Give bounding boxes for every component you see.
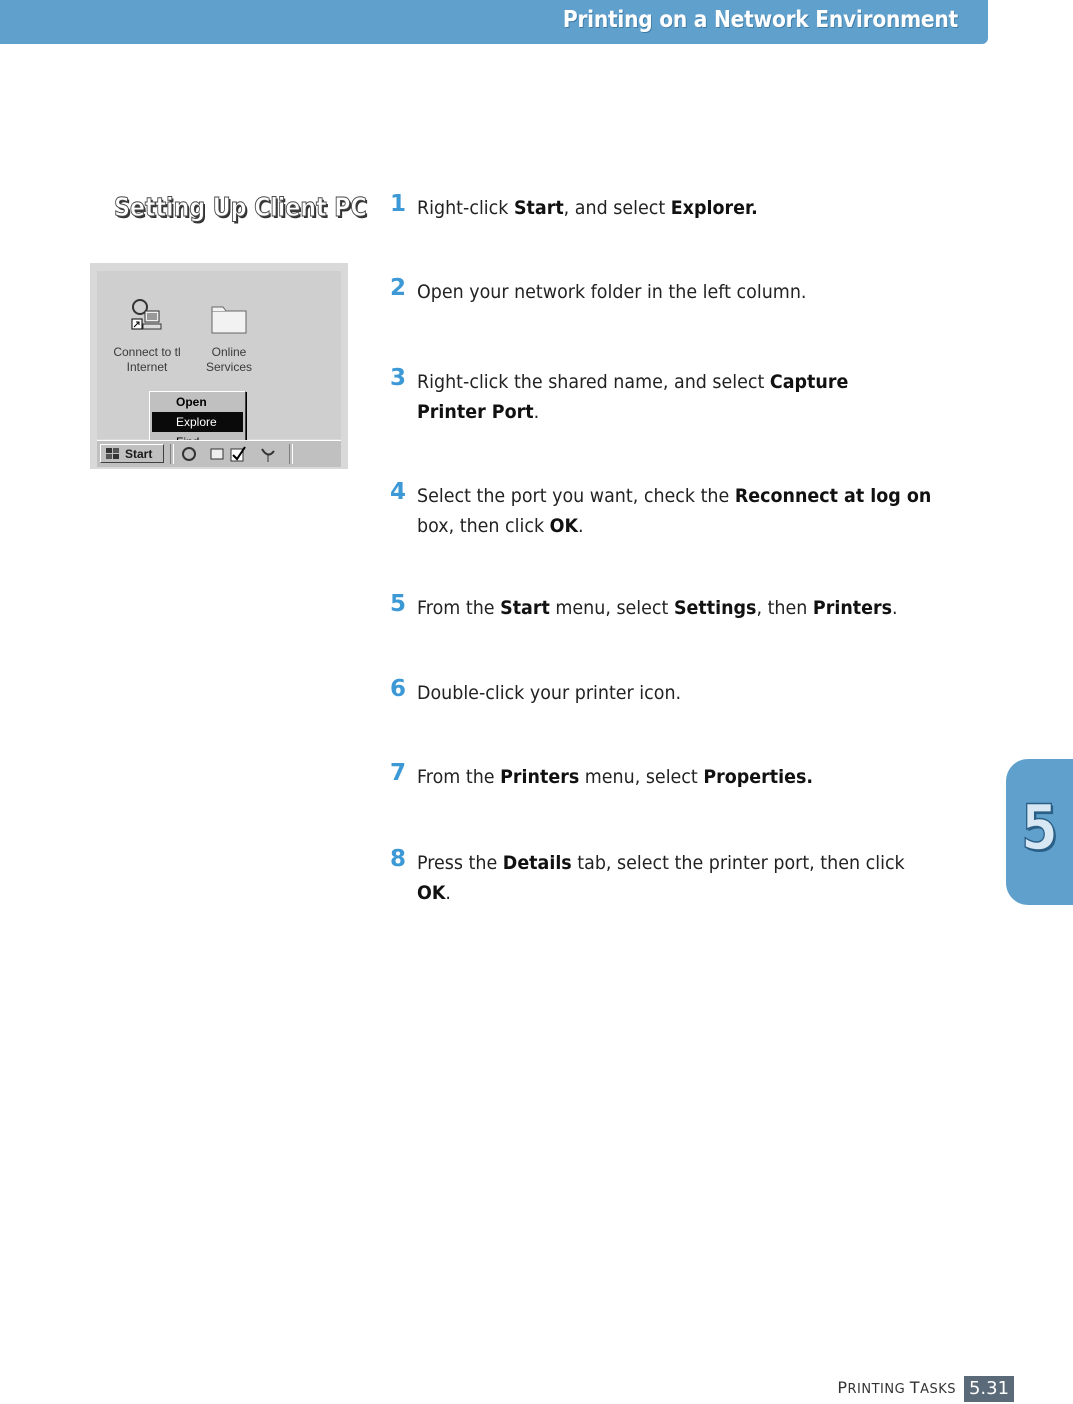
taskbar — [97, 440, 341, 467]
step-text: From the Start menu, select Settings, then Printers. — [417, 597, 898, 619]
menu-item-open[interactable]: Open — [176, 395, 207, 409]
step-text: Press the Details tab, select the printer port, then click OK. — [417, 852, 905, 904]
step-number: 4 — [389, 479, 406, 505]
connect-internet-label-1: Connect to tl — [113, 345, 181, 359]
desktop-icon[interactable] — [209, 446, 225, 462]
menu-item-explore[interactable]: Explore — [152, 412, 243, 432]
step-text: Select the port you want, check the Reconnect at log on box, then click OK. — [417, 485, 932, 537]
step-number: 2 — [389, 275, 406, 301]
header-title: Printing on a Network Environment — [562, 7, 958, 33]
header-bar — [0, 0, 988, 44]
step-text: From the Printers menu, select Properties. — [417, 766, 814, 788]
footer-label-t: T — [909, 1378, 921, 1397]
connect-internet-label-2: Internet — [126, 360, 168, 374]
step-number: 8 — [389, 846, 406, 872]
step-text: Open your network folder in the left column. — [417, 281, 807, 303]
footer-label-rinting: RINTING — [847, 1382, 910, 1397]
page-number: 5.31 — [964, 1376, 1014, 1402]
online-services-icon — [184, 297, 274, 375]
windows-logo-icon — [105, 447, 121, 461]
online-services-label-1: Online — [211, 345, 247, 359]
step-text: Double-click your printer icon. — [417, 682, 682, 704]
footer-section-label — [837, 1378, 956, 1397]
step-number: 5 — [389, 591, 406, 617]
check-icon[interactable] — [229, 445, 247, 463]
step-text: Right-click Start, and select Explorer. — [417, 197, 758, 219]
desktop-area — [97, 271, 341, 439]
satellite-icon[interactable] — [259, 445, 277, 463]
step-number: 6 — [389, 676, 406, 702]
step-number: 3 — [389, 365, 406, 391]
browser-icon[interactable] — [181, 446, 197, 462]
connect-internet-icon — [102, 297, 192, 375]
taskbar-separator-2 — [289, 444, 293, 464]
online-services-label-2: Services — [205, 360, 252, 374]
chapter-number: 5 — [1021, 791, 1058, 864]
footer-label-asks: ASKS — [920, 1382, 956, 1397]
step-number: 7 — [389, 760, 406, 786]
folder-icon — [209, 297, 249, 341]
start-label: Start — [125, 447, 153, 461]
step-number: 1 — [389, 191, 406, 217]
screenshot-panel — [90, 263, 348, 469]
section-title: Setting Up Client PC — [114, 193, 367, 223]
start-button[interactable] — [100, 444, 164, 463]
chapter-tab — [1006, 759, 1073, 905]
step-text: Right-click the shared name, and select Capture Printer Port. — [417, 371, 849, 423]
taskbar-separator — [170, 444, 174, 464]
connect-internet-icon-graphic — [127, 297, 167, 341]
footer-label-p: P — [837, 1378, 848, 1397]
